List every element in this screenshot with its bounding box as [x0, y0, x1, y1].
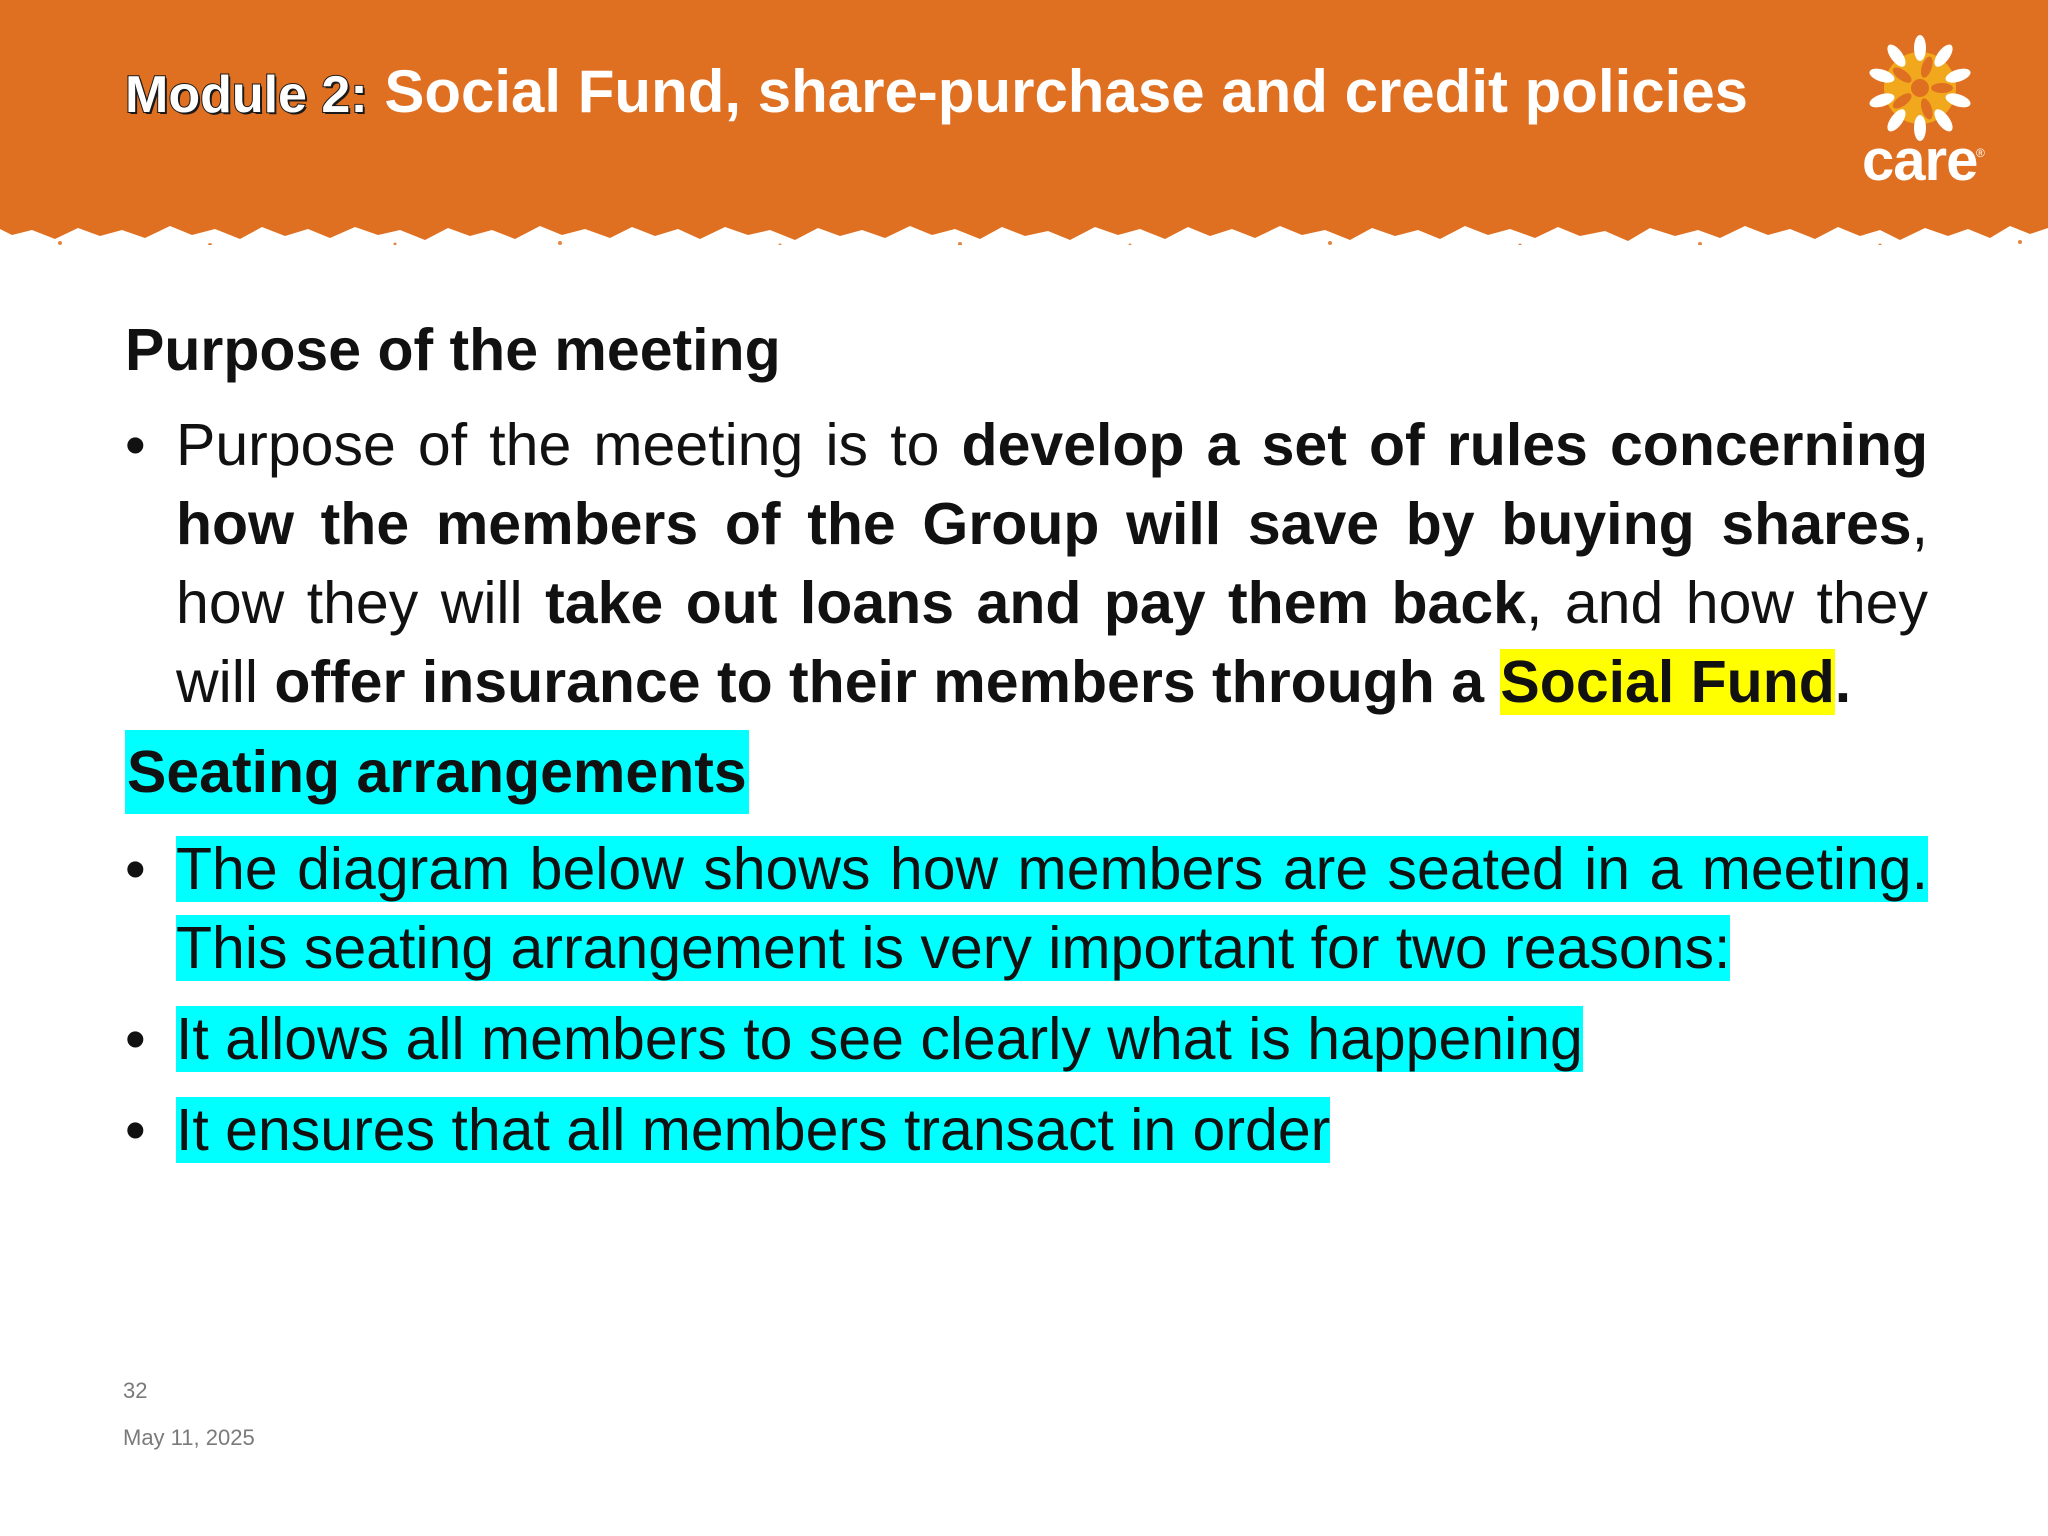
seating-bullet-3: [125, 1091, 1928, 1170]
purpose-text-2: , how they will: [176, 491, 1928, 636]
purpose-bold-3: offer insurance to their members through a: [274, 649, 1501, 715]
purpose-text-1: Purpose of the meeting is to: [176, 412, 962, 478]
module-label: Module 2:: [125, 66, 368, 124]
bullet-dot: •: [125, 1097, 146, 1163]
seating-text: The diagram below shows how members are seated in a meeting. This seating arrangement is very important for two reasons:: [176, 836, 1928, 981]
purpose-end: .: [1834, 649, 1852, 715]
slide-body: [125, 308, 1928, 1170]
purpose-bold-2: take out loans and pay them back: [545, 570, 1526, 636]
purpose-bullet: [125, 406, 1928, 722]
social-fund-highlight: Social Fund: [1500, 649, 1835, 715]
section-heading-seating: Seating arrangements: [125, 730, 749, 814]
registered-mark: ®: [1976, 146, 1985, 160]
title-text: Social Fund, share-purchase and credit policies: [384, 58, 1749, 125]
care-logo-text: care: [1862, 128, 1978, 193]
bullet-dot: •: [125, 1006, 146, 1072]
bullet-dot: •: [125, 836, 146, 902]
seating-bullet-1: [125, 830, 1928, 988]
footer-date: May 11, 2025: [123, 1425, 255, 1450]
reason-1-text: It allows all members to see clearly what is happening: [176, 1006, 1583, 1072]
purpose-text-3: , and how they will: [176, 570, 1928, 715]
bullet-dot: •: [125, 412, 146, 478]
page-number: 32: [123, 1378, 148, 1403]
reason-2-text: It ensures that all members transact in order: [176, 1097, 1331, 1163]
seating-bullet-2: [125, 1000, 1928, 1079]
purpose-bold-1: develop a set of rules concerning how the members of the Group will save by buying shares: [176, 412, 1928, 557]
section-heading-purpose: Purpose of the meeting: [125, 317, 781, 383]
slide-title: [125, 52, 1765, 135]
